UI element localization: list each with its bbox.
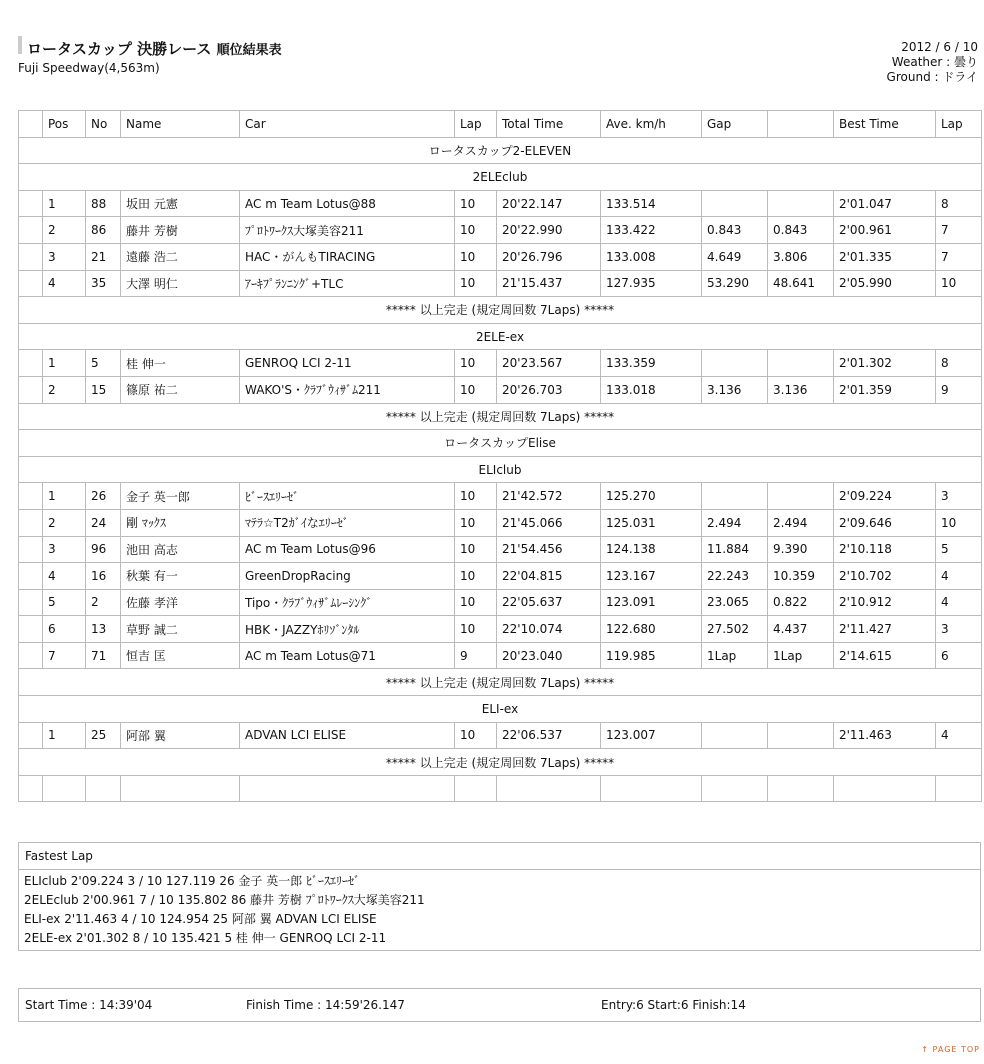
cell-pos: 1 (43, 722, 86, 749)
cell-blank (19, 190, 43, 217)
cell-car: HAC・がんもTIRACING (240, 243, 455, 270)
title-sub: 順位結果表 (216, 43, 282, 58)
ground: Ground : ドライ (886, 70, 978, 84)
cell-ave-speed: 123.167 (601, 563, 702, 590)
cell-best-lap: 3 (936, 483, 982, 510)
cell-car: ADVAN LCI ELISE (240, 722, 455, 749)
cell-no: 86 (86, 217, 121, 244)
cell-car: WAKO'S・ｸﾗﾌﾞｳｨｻﾞﾑ211 (240, 376, 455, 403)
cell-total-time: 21'54.456 (497, 536, 601, 563)
cell-gap: 22.243 (702, 563, 768, 590)
cell-interval (768, 775, 834, 802)
section-row (19, 297, 982, 324)
fastest-lap-list (19, 870, 980, 948)
cell-blank (19, 722, 43, 749)
cell-total-time: 21'15.437 (497, 270, 601, 297)
fastest-lap-line: 2ELE-ex 2'01.302 8 / 10 135.421 5 桂 伸一 GENROQ LCI 2-11 (24, 931, 387, 945)
cell-best-time (834, 775, 936, 802)
cell-total-time: 20'23.567 (497, 350, 601, 377)
cell-interval: 4.437 (768, 616, 834, 643)
cell-no: 21 (86, 243, 121, 270)
cell-pos: 3 (43, 536, 86, 563)
table-row (19, 190, 982, 217)
cell-best-lap (936, 775, 982, 802)
cell-car: ﾋﾞｰｽｴﾘｰｾﾞ (240, 483, 455, 510)
cell-blank (19, 589, 43, 616)
cell-ave-speed: 133.018 (601, 376, 702, 403)
cell-lap: 10 (455, 270, 497, 297)
page-title (27, 38, 282, 59)
cell-car: ｱｰｷﾌﾟﾗﾝﾆﾝｸﾞ+TLC (240, 270, 455, 297)
cell-ave-speed: 123.091 (601, 589, 702, 616)
cell-blank (19, 616, 43, 643)
cell-interval (768, 350, 834, 377)
cell-blank (19, 350, 43, 377)
section-label: ロータスカップElise (19, 430, 982, 457)
cell-name: 剛 ﾏｯｸｽ (121, 509, 240, 536)
cell-name: 秋葉 有一 (121, 563, 240, 590)
table-row (19, 589, 982, 616)
column-header-total-time: Total Time (497, 111, 601, 138)
section-row (19, 456, 982, 483)
cell-ave-speed: 133.008 (601, 243, 702, 270)
table-row (19, 642, 982, 669)
cell-name: 桂 伸一 (121, 350, 240, 377)
table-row (19, 616, 982, 643)
cell-blank (19, 217, 43, 244)
cell-best-time: 2'01.047 (834, 190, 936, 217)
cell-gap: 53.290 (702, 270, 768, 297)
cell-pos: 3 (43, 243, 86, 270)
table-row (19, 270, 982, 297)
cell-pos: 4 (43, 563, 86, 590)
cell-no: 24 (86, 509, 121, 536)
cell-gap (702, 722, 768, 749)
cell-car: GENROQ LCI 2-11 (240, 350, 455, 377)
column-header-lap: Lap (455, 111, 497, 138)
cell-best-time: 2'01.302 (834, 350, 936, 377)
table-row (19, 243, 982, 270)
venue: Fuji Speedway(4,563m) (18, 61, 160, 75)
cell-no: 5 (86, 350, 121, 377)
cell-name: 阿部 翼 (121, 722, 240, 749)
cell-gap: 3.136 (702, 376, 768, 403)
cell-total-time: 21'45.066 (497, 509, 601, 536)
column-header-car: Car (240, 111, 455, 138)
section-label: ロータスカップ2-ELEVEN (19, 137, 982, 164)
cell-interval: 9.390 (768, 536, 834, 563)
cell-interval (768, 722, 834, 749)
fastest-lap-line: 2ELEclub 2'00.961 7 / 10 135.802 86 藤井 芳樹 ﾌﾟﾛﾄﾜｰｸｽ大塚美容211 (24, 893, 425, 907)
cell-car: AC m Team Lotus@96 (240, 536, 455, 563)
cell-interval (768, 483, 834, 510)
cell-blank (19, 536, 43, 563)
cell-ave-speed: 127.935 (601, 270, 702, 297)
cell-ave-speed (601, 775, 702, 802)
cell-interval: 0.822 (768, 589, 834, 616)
cell-car (240, 775, 455, 802)
cell-lap (455, 775, 497, 802)
cell-best-time: 2'11.427 (834, 616, 936, 643)
cell-best-lap: 10 (936, 509, 982, 536)
table-row (19, 350, 982, 377)
cell-gap: 2.494 (702, 509, 768, 536)
fastest-lap-line: ELIclub 2'09.224 3 / 10 127.119 26 金子 英一郎 ﾋﾞｰｽｴﾘｰｾﾞ (24, 874, 361, 888)
column-header-pos: Pos (43, 111, 86, 138)
cell-best-time: 2'09.224 (834, 483, 936, 510)
cell-ave-speed: 119.985 (601, 642, 702, 669)
section-label: ***** 以上完走 (規定周回数 7Laps) ***** (19, 403, 982, 430)
fastest-lap-line: ELI-ex 2'11.463 4 / 10 124.954 25 阿部 翼 ADVAN LCI ELISE (24, 912, 377, 926)
race-date: 2012 / 6 / 10 (901, 40, 978, 54)
section-row (19, 696, 982, 723)
cell-interval: 1Lap (768, 642, 834, 669)
cell-no: 16 (86, 563, 121, 590)
cell-no: 71 (86, 642, 121, 669)
cell-best-lap: 8 (936, 190, 982, 217)
cell-best-lap: 9 (936, 376, 982, 403)
cell-interval: 3.136 (768, 376, 834, 403)
cell-best-lap: 4 (936, 589, 982, 616)
cell-pos: 1 (43, 483, 86, 510)
cell-ave-speed: 122.680 (601, 616, 702, 643)
title-marker (18, 36, 22, 54)
cell-ave-speed: 133.422 (601, 217, 702, 244)
cell-no: 88 (86, 190, 121, 217)
cell-total-time: 20'26.703 (497, 376, 601, 403)
cell-best-time: 2'01.335 (834, 243, 936, 270)
cell-total-time: 20'26.796 (497, 243, 601, 270)
cell-pos: 2 (43, 376, 86, 403)
cell-pos: 5 (43, 589, 86, 616)
cell-best-lap: 6 (936, 642, 982, 669)
cell-lap: 10 (455, 483, 497, 510)
cell-best-time: 2'00.961 (834, 217, 936, 244)
cell-name: 草野 誠二 (121, 616, 240, 643)
cell-total-time: 20'23.040 (497, 642, 601, 669)
title-main: ロータスカップ 決勝レース (27, 40, 212, 58)
cell-no: 35 (86, 270, 121, 297)
section-label: ***** 以上完走 (規定周回数 7Laps) ***** (19, 749, 982, 776)
cell-best-lap: 5 (936, 536, 982, 563)
section-row (19, 669, 982, 696)
table-row (19, 775, 982, 802)
cell-gap (702, 350, 768, 377)
cell-no (86, 775, 121, 802)
column-header-no: No (86, 111, 121, 138)
cell-pos: 6 (43, 616, 86, 643)
cell-interval: 0.843 (768, 217, 834, 244)
section-row (19, 323, 982, 350)
cell-total-time: 22'05.637 (497, 589, 601, 616)
cell-best-time: 2'10.912 (834, 589, 936, 616)
cell-lap: 10 (455, 217, 497, 244)
section-label: ***** 以上完走 (規定周回数 7Laps) ***** (19, 669, 982, 696)
cell-gap (702, 775, 768, 802)
section-label: 2ELE-ex (19, 323, 982, 350)
cell-ave-speed: 125.031 (601, 509, 702, 536)
cell-car: GreenDropRacing (240, 563, 455, 590)
cell-pos: 4 (43, 270, 86, 297)
cell-gap (702, 190, 768, 217)
section-row (19, 749, 982, 776)
cell-pos: 2 (43, 217, 86, 244)
cell-gap: 11.884 (702, 536, 768, 563)
results-table (18, 110, 982, 802)
cell-blank (19, 509, 43, 536)
column-header-ave-speed: Ave. km/h (601, 111, 702, 138)
cell-best-time: 2'10.118 (834, 536, 936, 563)
cell-blank (19, 563, 43, 590)
cell-blank (19, 243, 43, 270)
cell-total-time: 22'10.074 (497, 616, 601, 643)
fastest-lap-heading: Fastest Lap (19, 843, 980, 870)
cell-blank (19, 270, 43, 297)
weather: Weather : 曇り (891, 55, 978, 69)
table-row (19, 217, 982, 244)
section-label: ELIclub (19, 456, 982, 483)
section-row (19, 137, 982, 164)
cell-lap: 10 (455, 589, 497, 616)
cell-gap: 4.649 (702, 243, 768, 270)
cell-interval (768, 190, 834, 217)
cell-best-time: 2'05.990 (834, 270, 936, 297)
section-label: ***** 以上完走 (規定周回数 7Laps) ***** (19, 297, 982, 324)
table-row (19, 722, 982, 749)
cell-pos: 2 (43, 509, 86, 536)
cell-lap: 10 (455, 376, 497, 403)
cell-lap: 10 (455, 536, 497, 563)
cell-car: Tipo・ｸﾗﾌﾞｳｨｻﾞﾑﾚｰｼﾝｸﾞ (240, 589, 455, 616)
cell-interval: 10.359 (768, 563, 834, 590)
cell-interval: 3.806 (768, 243, 834, 270)
cell-lap: 10 (455, 616, 497, 643)
table-row (19, 563, 982, 590)
cell-gap: 1Lap (702, 642, 768, 669)
cell-best-time: 2'14.615 (834, 642, 936, 669)
column-header-interval (768, 111, 834, 138)
cell-total-time: 21'42.572 (497, 483, 601, 510)
cell-best-time: 2'11.463 (834, 722, 936, 749)
cell-name: 金子 英一郎 (121, 483, 240, 510)
cell-name: 坂田 元憲 (121, 190, 240, 217)
cell-pos (43, 775, 86, 802)
section-label: 2ELEclub (19, 164, 982, 191)
cell-ave-speed: 123.007 (601, 722, 702, 749)
cell-name (121, 775, 240, 802)
cell-pos: 1 (43, 190, 86, 217)
start-time: Start Time : 14:39'04 (25, 998, 153, 1012)
cell-name: 池田 高志 (121, 536, 240, 563)
cell-lap: 10 (455, 190, 497, 217)
column-header-gap: Gap (702, 111, 768, 138)
table-row (19, 536, 982, 563)
cell-lap: 10 (455, 350, 497, 377)
cell-car: AC m Team Lotus@71 (240, 642, 455, 669)
cell-blank (19, 376, 43, 403)
column-header-blank (19, 111, 43, 138)
cell-pos: 7 (43, 642, 86, 669)
cell-car: AC m Team Lotus@88 (240, 190, 455, 217)
table-row (19, 376, 982, 403)
column-header-best-time: Best Time (834, 111, 936, 138)
cell-interval: 2.494 (768, 509, 834, 536)
cell-best-lap: 8 (936, 350, 982, 377)
cell-best-lap: 4 (936, 722, 982, 749)
cell-total-time: 22'04.815 (497, 563, 601, 590)
cell-car: HBK・JAZZYﾎﾘｿﾞﾝﾀﾙ (240, 616, 455, 643)
cell-no: 2 (86, 589, 121, 616)
cell-lap: 10 (455, 243, 497, 270)
cell-no: 26 (86, 483, 121, 510)
header-info (887, 40, 978, 85)
cell-pos: 1 (43, 350, 86, 377)
cell-gap: 0.843 (702, 217, 768, 244)
section-row (19, 430, 982, 457)
cell-gap (702, 483, 768, 510)
section-row (19, 164, 982, 191)
finish-time: Finish Time : 14:59'26.147 (246, 998, 405, 1012)
cell-no: 25 (86, 722, 121, 749)
table-header-row (19, 111, 982, 138)
cell-lap: 10 (455, 509, 497, 536)
cell-best-time: 2'01.359 (834, 376, 936, 403)
cell-best-lap: 7 (936, 243, 982, 270)
cell-total-time: 20'22.147 (497, 190, 601, 217)
cell-blank (19, 483, 43, 510)
column-header-name: Name (121, 111, 240, 138)
cell-ave-speed: 124.138 (601, 536, 702, 563)
column-header-best-lap: Lap (936, 111, 982, 138)
cell-blank (19, 642, 43, 669)
cell-lap: 9 (455, 642, 497, 669)
cell-ave-speed: 125.270 (601, 483, 702, 510)
cell-total-time: 22'06.537 (497, 722, 601, 749)
cell-interval: 48.641 (768, 270, 834, 297)
cell-gap: 27.502 (702, 616, 768, 643)
cell-name: 佐藤 孝洋 (121, 589, 240, 616)
cell-lap: 10 (455, 722, 497, 749)
cell-ave-speed: 133.514 (601, 190, 702, 217)
cell-no: 96 (86, 536, 121, 563)
cell-best-lap: 7 (936, 217, 982, 244)
cell-name: 遠藤 浩二 (121, 243, 240, 270)
cell-name: 篠原 祐二 (121, 376, 240, 403)
cell-name: 藤井 芳樹 (121, 217, 240, 244)
cell-total-time (497, 775, 601, 802)
cell-best-time: 2'10.702 (834, 563, 936, 590)
table-body (19, 137, 982, 802)
cell-ave-speed: 133.359 (601, 350, 702, 377)
cell-best-lap: 4 (936, 563, 982, 590)
cell-no: 13 (86, 616, 121, 643)
cell-best-lap: 10 (936, 270, 982, 297)
cell-car: ﾏﾃﾗ☆T2ｶﾞｲなｴﾘｰｾﾞ (240, 509, 455, 536)
fastest-lap-box (18, 842, 981, 951)
cell-lap: 10 (455, 563, 497, 590)
cell-best-time: 2'09.646 (834, 509, 936, 536)
cell-total-time: 20'22.990 (497, 217, 601, 244)
cell-blank (19, 775, 43, 802)
cell-name: 大澤 明仁 (121, 270, 240, 297)
table-row (19, 483, 982, 510)
cell-gap: 23.065 (702, 589, 768, 616)
cell-car: ﾌﾟﾛﾄﾜｰｸｽ大塚美容211 (240, 217, 455, 244)
table-row (19, 509, 982, 536)
cell-name: 恒吉 匡 (121, 642, 240, 669)
section-label: ELI-ex (19, 696, 982, 723)
page-top-link[interactable]: ↑ PAGE TOP (921, 1045, 980, 1054)
footer-box (18, 988, 981, 1022)
cell-no: 15 (86, 376, 121, 403)
section-row (19, 403, 982, 430)
cell-best-lap: 3 (936, 616, 982, 643)
entry-counts: Entry:6 Start:6 Finish:14 (601, 998, 746, 1012)
